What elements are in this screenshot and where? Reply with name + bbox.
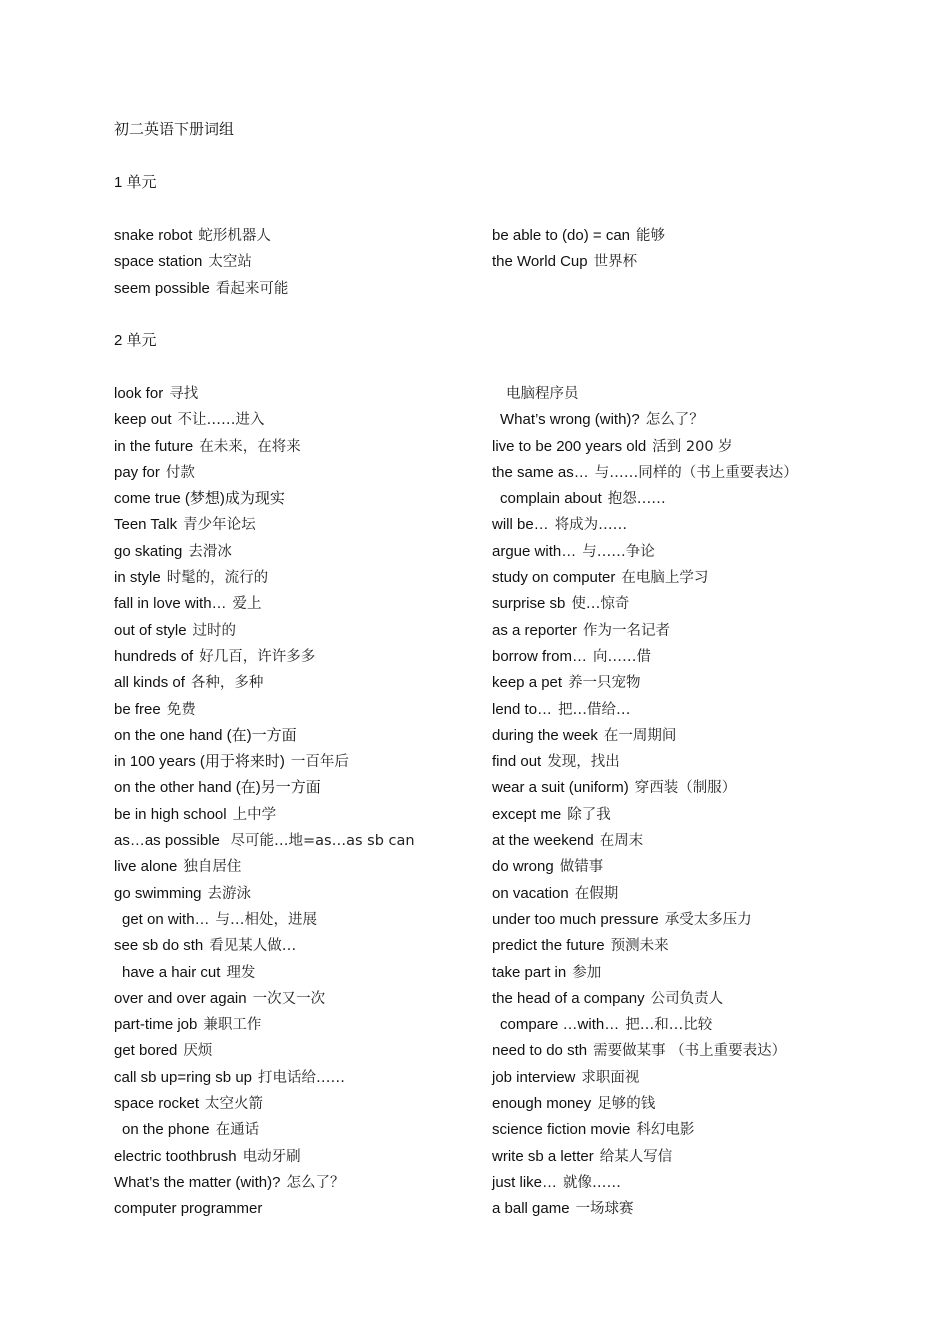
phrase-english: see sb do sth [114,937,204,955]
phrase-english: be able to (do) = can [492,227,631,244]
phrase-chinese: 公司负责人 [650,990,724,1007]
phrase-row [492,539,862,565]
phrase-chinese: 把…借给… [558,701,631,718]
phrase-chinese: 在未来，在将来 [199,438,301,455]
phrase-row [114,434,484,460]
phrase-english: Teen Talk [114,516,178,534]
phrase-english: hundreds of [114,647,194,665]
phrase-row [492,723,862,749]
phrase-english: the head of a company [492,989,645,1007]
phrase-chinese: 与……同样的（书上重要表达） [594,464,798,481]
document-title: 初二英语下册词组 [114,121,235,138]
phrase-english: What’s wrong (with)? [500,411,640,429]
phrase-chinese: 时髦的，流行的 [166,570,269,587]
phrase-chinese: 穿西装（制服） [634,780,737,797]
phrase-row [114,828,484,854]
phrase-chinese: 给某人写信 [599,1148,673,1165]
phrase-chinese: 付款 [165,464,195,481]
phrase-row [114,618,484,644]
phrase-english: do wrong [492,858,554,876]
phrase-english: be free [114,700,161,718]
phrase-chinese: 独自居住 [183,859,242,876]
phrase-chinese: 参加 [572,964,602,981]
phrase-english: at the weekend [492,832,594,850]
phrase-chinese: 在通话 [215,1122,260,1139]
unit-2-left-column [114,381,484,1223]
phrase-row [114,960,484,986]
phrase-chinese: 蛇形机器人 [198,228,271,244]
phrase-chinese: 能够 [636,228,666,244]
phrase-english: predict the future [492,937,605,955]
phrase-row [114,1170,484,1196]
phrase-chinese: 需要做某事 （书上重要表达） [593,1043,787,1060]
phrase-row [492,960,862,986]
phrase-row [114,697,484,723]
phrase-row [492,618,862,644]
phrase-english: part-time job [114,1016,198,1034]
phrase-row [114,591,484,617]
phrase-row [114,1038,484,1064]
phrase-english: write sb a letter [492,1147,594,1165]
phrase-chinese: 寻找 [169,386,199,402]
phrase-chinese: 承受太多压力 [664,911,752,928]
unit-2-right-column [492,381,862,1223]
phrase-row [492,881,862,907]
phrase-chinese: 使…惊奇 [571,596,630,613]
phrase-english: science fiction movie [492,1121,631,1139]
phrase-row [492,591,862,617]
phrase-chinese: 做错事 [559,859,604,876]
phrase-chinese: 作为一名记者 [583,622,671,639]
phrase-row [492,1038,862,1064]
phrase-english: call sb up=ring sb up [114,1068,253,1086]
phrase-row [114,512,484,538]
phrase-english: except me [492,805,562,823]
phrase-row [492,249,862,275]
phrase-row [114,749,484,775]
phrase-row [492,434,862,460]
phrase-english: go skating [114,542,183,560]
phrase-chinese: 就像…… [563,1174,622,1191]
phrase-english: during the week [492,726,598,744]
phrase-english: look for [114,385,164,402]
phrase-row [114,1144,484,1170]
unit-1-heading: 1 单元 [114,174,157,191]
phrase-row [492,1091,862,1117]
phrase-row [492,1065,862,1091]
phrase-row [114,223,484,249]
phrase-row [114,986,484,1012]
phrase-english: argue with… [492,542,577,560]
phrase-chinese: 在电脑上学习 [621,570,709,587]
phrase-english: find out [492,753,542,771]
phrase-chinese: 在一周期间 [603,727,677,744]
phrase-row [114,565,484,591]
phrase-chinese: 在周末 [599,833,644,850]
phrase-english: on the phone [122,1121,210,1139]
phrase-english: go swimming [114,884,202,902]
phrase-english: space rocket [114,1095,200,1113]
phrase-english: in style [114,569,161,587]
phrase-row [114,276,484,302]
phrase-chinese: 不让……进入 [177,412,265,429]
phrase-chinese: 去游泳 [207,885,252,902]
phrase-english: surprise sb [492,595,566,613]
phrase-row [492,1117,862,1143]
phrase-chinese: 尽可能…地=as…as sb can [225,833,415,850]
phrase-row [114,539,484,565]
phrase-english: wear a suit (uniform) [492,779,629,797]
phrase-row [492,407,862,433]
phrase-row [492,644,862,670]
phrase-english: fall in love with… [114,595,227,613]
phrase-row [114,1012,484,1038]
phrase-chinese: 将成为…… [554,517,628,534]
phrase-chinese: 好几百，许许多多 [199,648,316,665]
phrase-row [114,907,484,933]
phrase-row [492,749,862,775]
phrase-english: computer programmer [114,1200,263,1218]
phrase-chinese: 求职面视 [581,1069,640,1086]
phrase-chinese: 一场球赛 [575,1201,634,1218]
phrase-english: get bored [114,1042,178,1060]
phrase-english: in 100 years (用于将来时) [114,753,285,771]
phrase-chinese: 兼职工作 [203,1017,262,1034]
phrase-chinese: 世界杯 [593,254,638,271]
phrase-english: live to be 200 years old [492,437,647,455]
phrase-row [492,670,862,696]
phrase-english: just like… [492,1173,558,1191]
phrase-english: on the one hand (在)一方面 [114,726,297,744]
phrase-english: as…as possible [114,832,220,850]
phrase-row [492,486,862,512]
phrase-chinese: 太空火箭 [205,1096,264,1113]
phrase-row [492,460,862,486]
phrase-english: have a hair cut [122,963,221,981]
phrase-row [492,828,862,854]
phrase-english: the same as… [492,463,589,481]
phrase-chinese: 怎么了？ [645,412,704,429]
phrase-row [114,1091,484,1117]
phrase-row [492,381,862,407]
unit-1-left-column [114,223,484,302]
phrase-row [114,644,484,670]
phrase-english: space station [114,253,203,271]
phrase-row [492,907,862,933]
phrase-english: compare …with… [500,1016,620,1034]
phrase-row [492,775,862,801]
phrase-row [114,802,484,828]
phrase-chinese: 青少年论坛 [183,517,256,534]
phrase-english: on the other hand (在)另一方面 [114,779,321,797]
phrase-english: seem possible [114,279,210,297]
phrase-english: enough money [492,1095,592,1113]
phrase-row [492,1012,862,1038]
phrase-row [114,1117,484,1143]
phrase-row [114,1196,484,1222]
phrase-row [114,881,484,907]
phrase-english: lend to… [492,700,553,718]
phrase-chinese: 电动牙刷 [242,1148,301,1165]
phrase-row [114,933,484,959]
phrase-chinese: 养一只宠物 [568,675,641,692]
phrase-english: borrow from… [492,647,588,665]
phrase-row [114,670,484,696]
phrase-english: under too much pressure [492,910,659,928]
phrase-english: pay for [114,463,160,481]
phrase-english: keep a pet [492,674,563,692]
phrase-chinese: 看见某人做… [209,938,297,955]
phrase-english: all kinds of [114,674,185,692]
phrase-row [114,407,484,433]
phrase-row [492,933,862,959]
phrase-chinese: 电脑程序员 [506,386,579,402]
phrase-english: come true (梦想)成为现实 [114,490,285,508]
phrase-chinese: 打电话给…… [258,1069,346,1086]
phrase-chinese: 在假期 [574,885,619,902]
phrase-chinese: 过时的 [192,622,237,639]
phrase-chinese: 把…和…比较 [625,1017,713,1034]
phrase-chinese: 太空站 [208,254,252,271]
unit-2-heading: 2 单元 [114,332,157,349]
phrase-row [492,1170,862,1196]
phrase-row [492,512,862,538]
phrase-english: study on computer [492,569,616,587]
phrase-row [492,854,862,880]
phrase-english: be in high school [114,805,227,823]
phrase-english: out of style [114,621,187,639]
phrase-chinese: 怎么了？ [286,1174,345,1191]
phrase-row [114,249,484,275]
phrase-english: on vacation [492,884,569,902]
phrase-chinese: 与……争论 [582,543,655,560]
phrase-row [492,802,862,828]
phrase-chinese: 抱怨…… [607,491,666,508]
phrase-chinese: 发现，找出 [547,754,620,771]
phrase-row [114,381,484,407]
phrase-row [492,565,862,591]
phrase-row [114,854,484,880]
phrase-chinese: 爱上 [232,596,262,613]
phrase-chinese: 除了我 [567,806,611,823]
phrase-english: as a reporter [492,621,578,639]
phrase-chinese: 一次又一次 [252,990,326,1007]
phrase-english: the World Cup [492,253,588,271]
unit-1-right-column [492,223,862,276]
phrase-row [114,775,484,801]
phrase-chinese: 预测未来 [610,938,669,955]
phrase-row [492,986,862,1012]
phrase-chinese: 去滑冰 [188,543,232,560]
phrase-english: live alone [114,858,178,876]
phrase-chinese: 足够的钱 [597,1096,656,1113]
phrase-row [114,460,484,486]
phrase-row [492,1196,862,1222]
phrase-english: electric toothbrush [114,1147,237,1165]
phrase-chinese: 上中学 [232,806,277,823]
phrase-row [114,486,484,512]
phrase-english: get on with… [122,910,210,928]
phrase-english: over and over again [114,989,247,1007]
phrase-chinese: 免费 [166,701,196,718]
phrase-english: snake robot [114,227,193,244]
phrase-chinese: 各种，多种 [190,675,264,692]
phrase-english: need to do sth [492,1042,588,1060]
phrase-row [114,723,484,749]
phrase-chinese: 与…相处，进展 [215,911,318,928]
phrase-chinese: 活到 200 岁 [652,438,733,455]
phrase-row [114,1065,484,1091]
phrase-english: keep out [114,411,172,429]
phrase-english: What’s the matter (with)? [114,1173,281,1191]
phrase-chinese: 厌烦 [183,1043,213,1060]
phrase-english: will be… [492,516,549,534]
phrase-english: in the future [114,437,194,455]
phrase-chinese: 科幻电影 [636,1122,695,1139]
phrase-row [492,223,862,249]
phrase-english: a ball game [492,1200,570,1218]
phrase-chinese: 一百年后 [290,754,349,771]
phrase-english: take part in [492,963,567,981]
phrase-english: job interview [492,1068,576,1086]
phrase-chinese: 看起来可能 [215,280,289,297]
phrase-row [492,1144,862,1170]
phrase-row [492,697,862,723]
phrase-chinese: 理发 [226,964,256,981]
phrase-chinese: 向……借 [593,648,652,665]
phrase-english: complain about [500,490,602,508]
